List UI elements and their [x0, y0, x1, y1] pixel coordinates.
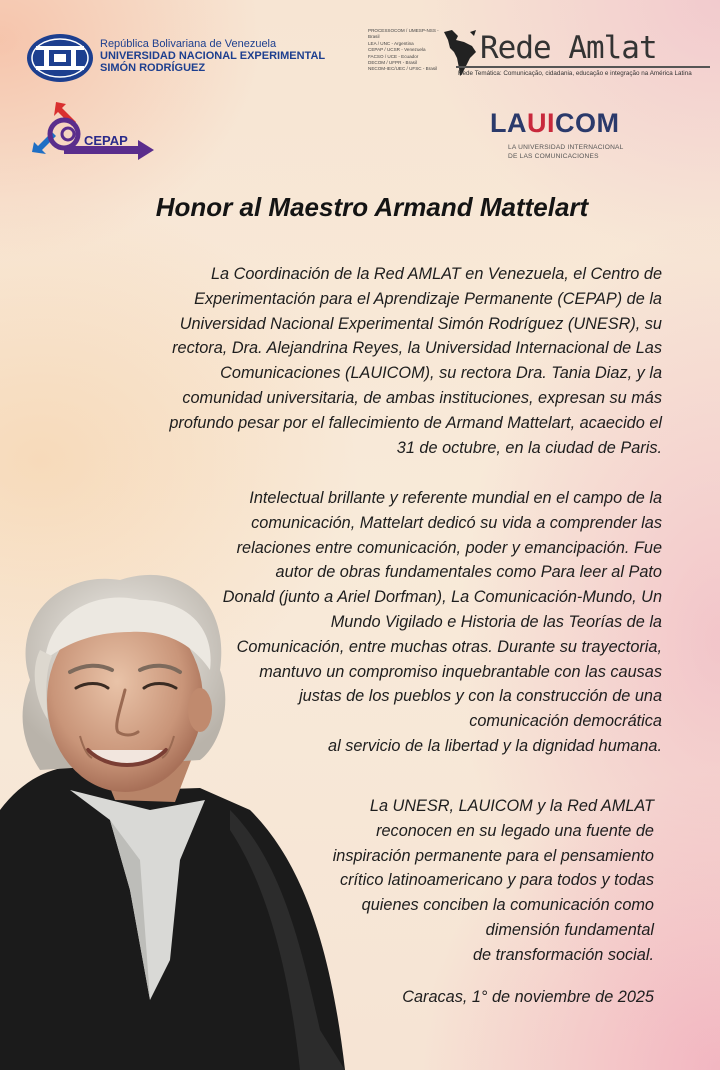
amlat-subtitle: Rede Temática: Comunicação, cidadania, educação e integração na América Latina [458, 70, 692, 77]
amlat-member: FACSO / UCE - Ecuador [368, 53, 419, 59]
unesr-line1: República Bolivariana de Venezuela [100, 38, 277, 50]
rede-amlat-logo [368, 28, 712, 84]
amlat-member: CEPAP / UCSR - Venezuela [368, 47, 426, 53]
unesr-line3: SIMÓN RODRÍGUEZ [100, 62, 206, 74]
lauicom-wordmark-la: LA [490, 108, 527, 138]
amlat-title: Rede Amlat [480, 30, 657, 66]
lauicom-logo [488, 108, 648, 168]
unesr-logo [26, 32, 356, 88]
paragraph-biography: Intelectual brillante y referente mundial en el campo de la comunicación, Mattelart dedicó su vida a comprender las relaciones entre comunicación, poder y emancipación. Fue autor de obras fundamentales como Para leer al Pato Donald (junto a Ariel Dorfman), La Comunicación-Mundo, Un Mundo Vigilado e Historia de las Teorías de la Comunicación, entre muchas otras. Durante su trayectoria, mantuvo un compromiso inquebrantable con las causas justas de los pueblos y con la construcción de una comunicación democrática al servicio de la libertad y la dignidad humana. [222, 489, 662, 755]
amlat-member-list [368, 28, 442, 73]
amlat-member: LEA / UNC - Argentina [368, 40, 414, 46]
unesr-line2: UNIVERSIDAD NACIONAL EXPERIMENTAL [100, 50, 326, 62]
paragraph-condolence: La Coordinación de la Red AMLAT en Venezuela, el Centro de Experimentación para el Aprendizaje Permanente (CEPAP) de la Universidad Nacional Experimental Simón Rodríguez (UNESR), su rectora, Dra. Alejandrina Reyes, la Universidad Internacional de Las Comunicaciones (LAUICOM), su rectora Dra. Tania Diaz, y la comunidad universitaria, de ambas instituciones, expresan su más profundo pesar por el fallecimiento de Armand Mattelart, acaecido el 31 de octubre, en la ciudad de Paris. [169, 265, 662, 457]
cepap-label: CEPAP [84, 133, 128, 148]
page-title: Honor al Maestro Armand Mattelart [155, 192, 589, 222]
lauicom-wordmark-ui: UI [527, 108, 555, 138]
amlat-member: PROCESSOCOM / UMESP-NSS - Brasil [368, 28, 439, 40]
lauicom-wordmark [490, 108, 620, 139]
amlat-divider [456, 66, 710, 68]
dateline: Caracas, 1° de noviembre de 2025 [402, 988, 654, 1006]
cepap-logo [30, 100, 156, 164]
amlat-member: DECOM / UFPR - Brasil [368, 60, 418, 66]
amlat-member: NECOM-IEC/UEC / UFSC - Brasil [368, 66, 438, 72]
cepap-arrows-icon [30, 100, 156, 164]
unesr-emblem-icon [26, 32, 94, 84]
paragraph-legacy: La UNESR, LAUICOM y la Red AMLAT reconocen en su legado una fuente de inspiración permanente para el pensamiento crítico latinoamericano y para todos y todas quienes conciben la comunicación como dimensión fundamental de transformación social. [332, 797, 654, 964]
lauicom-subtitle: LA UNIVERSIDAD INTERNACIONAL DE LAS COMUNICACIONES [508, 144, 624, 160]
lauicom-wordmark-com: COM [555, 108, 620, 138]
